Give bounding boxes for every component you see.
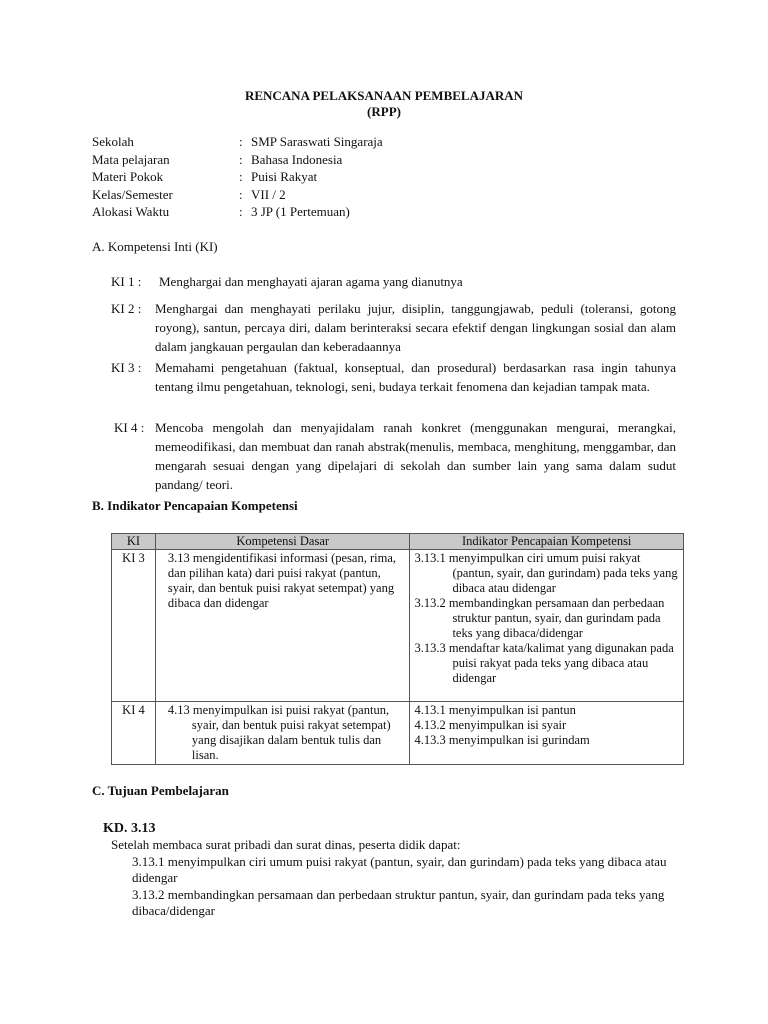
indicator-item: 4.13.3 menyimpulkan isi gurindam [414,733,590,747]
ki-item [111,272,676,291]
column-header-ki: KI [112,534,156,550]
section-b-heading: B. Indikator Pencapaian Kompetensi [92,498,298,513]
ki-label: KI 3 : [111,360,142,375]
kd-cell [155,550,410,702]
goal-item: 3.13.1 menyimpulkan ciri umum puisi rakyat (pantun, syair, dan gurindam) pada teks yang dibaca atau didengar [132,854,667,885]
indicator-item: 3.13.1 menyimpulkan ciri umum puisi rakyat (pantun, syair, dan gurindam) pada teks yang dibaca atau didengar [414,551,678,595]
section-c-heading: C. Tujuan Pembelajaran [92,783,229,798]
identity-label: Alokasi Waktu [92,204,170,219]
identity-separator: : [239,204,243,219]
indicator-item: 4.13.1 menyimpulkan isi pantun [414,703,576,717]
ki-label: KI 2 : [111,301,142,316]
ki-text: Mencoba mengolah dan menyajidalam ranah konkret (menggunakan mengurai, merangkai, memeodifikasi, dan membuat dan ranah abstrak(menulis, membaca, menghitung, menggambar, dan mengarah sesuai dengan yang dipelajari di sekolah dan sumber lain yang sama dalam sudut pandang/ teori. [155,420,676,492]
kd-text: 3.13 mengidentifikasi informasi (pesan, rima, dan pilihan kata) dari puisi rakyat (pantun, syair, dan bentuk puisi rakyat setempat) yang dibaca dan didengar [167,551,396,610]
section-a-heading: A. Kompetensi Inti (KI) [92,239,218,254]
indicator-item: 4.13.2 menyimpulkan isi syair [414,718,567,732]
document-subtitle: (RPP) [367,104,401,119]
table-header-row [112,534,684,550]
identity-value: Puisi Rakyat [251,169,318,184]
identity-separator: : [239,169,243,184]
identity-label: Materi Pokok [92,169,164,184]
identity-separator: : [239,187,243,202]
identity-value: 3 JP (1 Pertemuan) [251,204,350,219]
ki-item [111,358,676,415]
table-row [112,550,684,702]
kd-text: 4.13 menyimpulkan isi puisi rakyat (pantun, syair, dan bentuk puisi rakyat setempat) yang disajikan dalam bentuk tulis dan lisan. [167,703,391,762]
ki-text: Menghargai dan menghayati perilaku jujur, disiplin, tanggungjawab, peduli (toleransi, gotong royong), santun, percaya diri, dalam berinteraksi secara efektif dengan lingkungan sosial dan alam dalam jangkauan pergaulan dan keberadaannya [155,301,676,354]
ki-label: KI 1 : [111,274,142,289]
ki-item [111,299,676,356]
indicator-table [111,533,684,765]
identity-label: Mata pelajaran [92,152,170,167]
identity-value: Bahasa Indonesia [251,152,343,167]
indicator-item: 3.13.3 mendaftar kata/kalimat yang digunakan pada puisi rakyat pada teks yang dibaca atau didengar [414,641,674,685]
table-row [112,702,684,765]
ki-item [114,418,676,494]
column-header-kd: Kompetensi Dasar [155,534,410,550]
identity-label: Kelas/Semester [92,187,173,202]
indicator-item: 3.13.2 membandingkan persamaan dan perbedaan struktur pantun, syair, dan gurindam pada teks yang dibaca/didengar [414,596,665,640]
indicator-cell [410,702,684,765]
identity-value: SMP Saraswati Singaraja [251,134,383,149]
kd-heading: KD. 3.13 [103,821,156,836]
indicator-cell [410,550,684,702]
identity-separator: : [239,152,243,167]
kd-cell [155,702,410,765]
goal-intro: Setelah membaca surat pribadi dan surat dinas, peserta didik dapat: [111,837,461,852]
ki-text: Memahami pengetahuan (faktual, konseptual, dan prosedural) berdasarkan rasa ingin tahunya tentang ilmu pengetahuan, teknologi, seni, budaya terkait fenomena dan kejadian tampak mata. [155,360,676,394]
identity-separator: : [239,134,243,149]
ki-label: KI 4 : [114,420,145,435]
ki-cell: KI 4 [112,702,156,765]
ki-cell: KI 3 [112,550,156,702]
column-header-indicator: Indikator Pencapaian Kompetensi [410,534,684,550]
identity-label: Sekolah [92,134,134,149]
ki-text: Menghargai dan menghayati ajaran agama yang dianutnya [159,274,463,289]
document-title: RENCANA PELAKSANAAN PEMBELAJARAN [244,88,524,103]
identity-value: VII / 2 [251,187,286,202]
goal-item: 3.13.2 membandingkan persamaan dan perbedaan struktur pantun, syair, dan gurindam pada teks yang dibaca/didengar [132,887,665,918]
